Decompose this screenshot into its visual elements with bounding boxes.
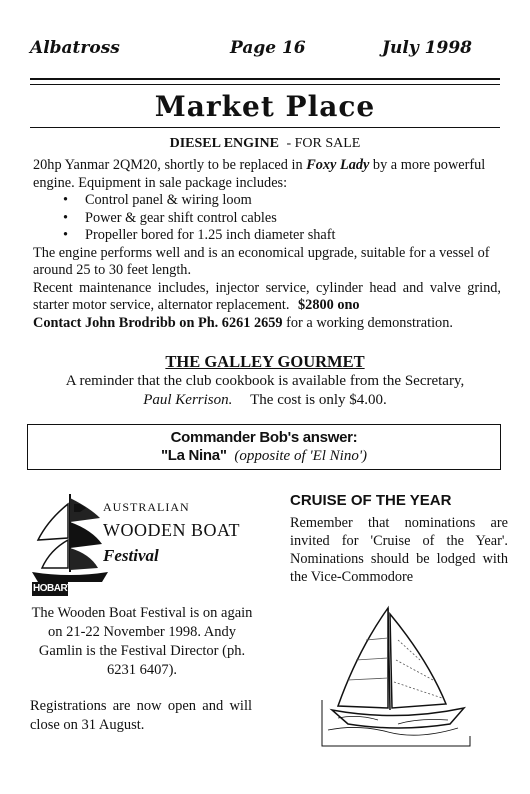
- cookbook-cost: The cost is only $4.00.: [250, 392, 387, 408]
- junk-boat-icon: [30, 490, 110, 598]
- cruise-text: Remember that nominations are invited for 'Cruise of the Year'. Nominations should be lodged with the Vice-Commodore: [290, 515, 508, 585]
- diesel-maintenance: [33, 280, 501, 315]
- wooden-boat-logo-image: [30, 490, 110, 598]
- page-header: [30, 38, 500, 64]
- logo-line-wooden-boat: WOODEN BOAT: [103, 520, 240, 540]
- galley-line1: A reminder that the club cookbook is available from the Secretary,: [65, 373, 465, 389]
- secretary-name: Paul Kerrison.: [143, 392, 233, 408]
- list-item: • Control panel & wiring loom: [85, 192, 501, 210]
- galley-line2: [0, 391, 530, 410]
- diesel-performance: The engine performs well and is an economical upgrade, suitable for a vessel of around 25 to 30 feet length.: [33, 244, 490, 278]
- diesel-heading: DIESEL ENGINE: [169, 136, 279, 151]
- logo-badge: HOBART 96: [33, 583, 86, 594]
- list-item: • Power & gear shift control cables: [85, 210, 501, 228]
- galley-heading: THE GALLEY GOURMET: [165, 352, 365, 371]
- bob-answer-line: [28, 447, 500, 465]
- newsletter-name: Albatross: [30, 38, 120, 58]
- equipment-list: [33, 192, 501, 245]
- logo-line-festival: Festival: [103, 546, 159, 565]
- registrations-text: Registrations are now open and will close on 31 August.: [30, 698, 252, 733]
- cruise-heading: CRUISE OF THE YEAR: [290, 492, 452, 509]
- diesel-intro-text: 20hp Yanmar 2QM20, shortly to be replaced in: [33, 157, 307, 173]
- galley-heading-wrap: [0, 352, 530, 372]
- contact-name-phone: Contact John Brodribb on Ph. 6261 2659: [33, 314, 283, 331]
- diesel-contact: [33, 315, 501, 333]
- price: $2800 ono: [298, 297, 360, 313]
- header-rule-top: [30, 78, 500, 80]
- diesel-intro: [33, 157, 501, 192]
- diesel-section: [33, 157, 501, 332]
- sailboat-illustration: [318, 600, 478, 750]
- logo-line-australian: AUSTRALIAN: [103, 500, 190, 514]
- list-item: • Propeller bored for 1.25 inch diameter shaft: [85, 227, 501, 245]
- bob-heading: Commander Bob's answer:: [170, 429, 358, 446]
- commander-bob-box: [27, 424, 501, 470]
- wooden-boat-text: The Wooden Boat Festival is on again on 21-22 November 1998. Andy Gamlin is the Festival Director (ph. 6231 6407).: [31, 605, 253, 678]
- title-rule: [30, 127, 500, 128]
- page-number: Page 16: [230, 38, 306, 58]
- sailboat-icon: [318, 600, 478, 750]
- maintenance-text: Recent maintenance includes, injector service, cylinder head and valve grind, starter motor service, alternator replacement.: [33, 279, 501, 313]
- diesel-heading-line: [0, 136, 530, 152]
- bob-note: (opposite of 'El Nino'): [234, 448, 368, 464]
- diesel-intro-text-2: by a more powerful engine. Equipment in sale package includes:: [33, 157, 486, 191]
- boat-name: Foxy Lady: [306, 157, 370, 173]
- header-rule-bottom: [30, 84, 500, 85]
- diesel-subheading: - FOR SALE: [286, 136, 361, 151]
- issue-date: July 1998: [382, 38, 472, 58]
- page-title: Market Place: [154, 90, 376, 123]
- galley-text: [0, 372, 530, 410]
- bob-answer: "La Nina": [160, 447, 227, 464]
- contact-rest: for a working demonstration.: [282, 314, 453, 331]
